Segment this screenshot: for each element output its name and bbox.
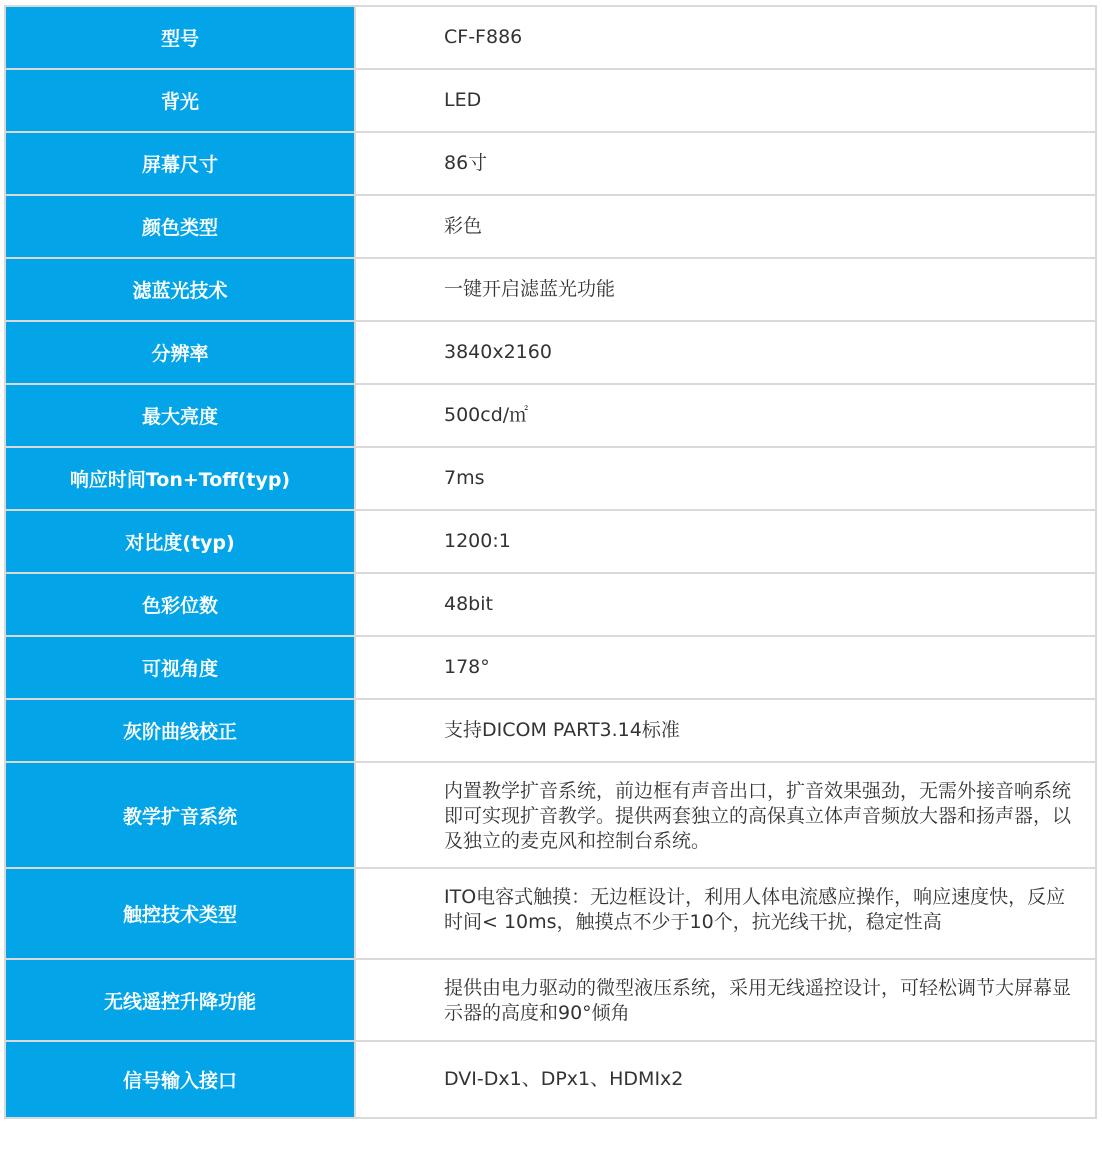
table-row [5,699,1096,762]
row-label: 无线遥控升降功能 [5,959,355,1041]
row-label: 滤蓝光技术 [5,258,355,321]
row-value: 178° [355,636,1096,699]
row-label: 灰阶曲线校正 [5,699,355,762]
row-label: 响应时间Ton+Toff(typ) [5,447,355,510]
row-label: 屏幕尺寸 [5,132,355,195]
table-row [5,1041,1096,1118]
table-row [5,959,1096,1041]
row-value: 彩色 [355,195,1096,258]
row-value: 48bit [355,573,1096,636]
table-row [5,132,1096,195]
row-value: CF-F886 [355,6,1096,69]
table-row [5,510,1096,573]
row-value: 支持DICOM PART3.14标准 [355,699,1096,762]
row-label: 型号 [5,6,355,69]
table-row [5,6,1096,69]
row-value: 7ms [355,447,1096,510]
row-label: 信号输入接口 [5,1041,355,1118]
row-label: 可视角度 [5,636,355,699]
row-value: 一键开启滤蓝光功能 [355,258,1096,321]
row-value: DVI-Dx1、DPx1、HDMIx2 [355,1041,1096,1118]
table-row [5,69,1096,132]
row-label: 背光 [5,69,355,132]
table-row [5,321,1096,384]
row-value: 内置教学扩音系统，前边框有声音出口，扩音效果强劲，无需外接音响系统即可实现扩音教学。提供两套独立的高保真立体声音频放大器和扬声器，以及独立的麦克风和控制台系统。 [355,762,1096,868]
row-value: 500cd/㎡ [355,384,1096,447]
table-row [5,636,1096,699]
table-row [5,384,1096,447]
row-label: 颜色类型 [5,195,355,258]
row-value: 3840x2160 [355,321,1096,384]
row-label: 对比度(typ) [5,510,355,573]
table-row [5,195,1096,258]
table-row [5,258,1096,321]
row-label: 触控技术类型 [5,868,355,959]
table-row [5,573,1096,636]
row-value: 提供由电力驱动的微型液压系统，采用无线遥控设计，可轻松调节大屏幕显示器的高度和90°倾角 [355,959,1096,1041]
table-row [5,447,1096,510]
row-value: 86寸 [355,132,1096,195]
row-label: 最大亮度 [5,384,355,447]
table-row [5,762,1096,868]
row-value: ITO电容式触摸：无边框设计，利用人体电流感应操作，响应速度快，反应时间< 10ms，触摸点不少于10个，抗光线干扰，稳定性高 [355,868,1096,959]
row-value: LED [355,69,1096,132]
row-value: 1200:1 [355,510,1096,573]
row-label: 教学扩音系统 [5,762,355,868]
table-row [5,868,1096,959]
spec-table [4,5,1097,1119]
row-label: 色彩位数 [5,573,355,636]
row-label: 分辨率 [5,321,355,384]
